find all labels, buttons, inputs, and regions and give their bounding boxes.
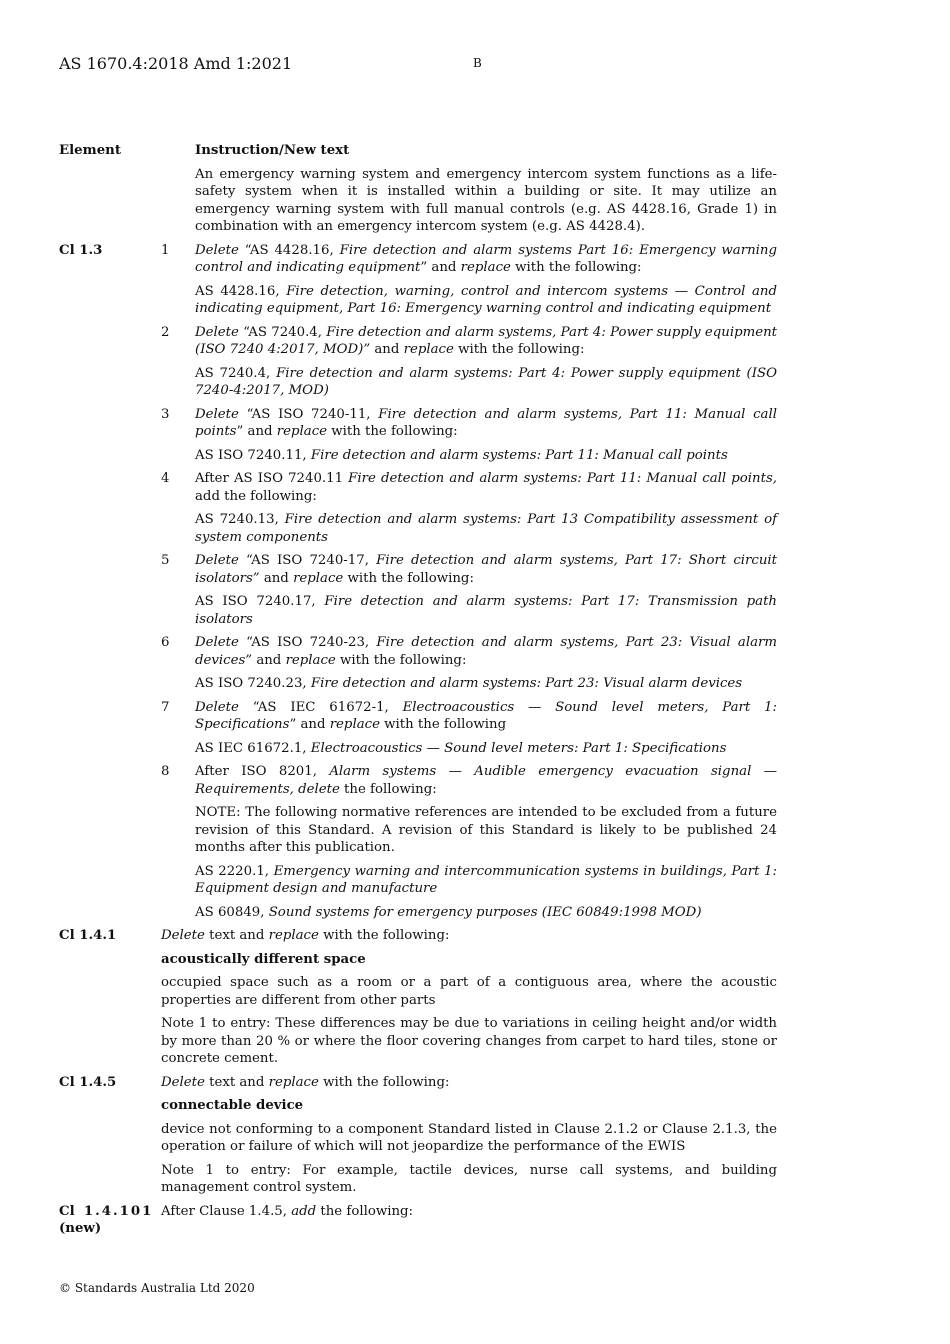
instruction: Delete “AS IEC 61672-1, Electroacoustics — Sound level meters, Part 1: Specifications” and replace with the following bbox=[195, 699, 777, 732]
clause-label bbox=[59, 699, 161, 758]
clause-label bbox=[59, 324, 161, 400]
clause-label: Cl 1.4.1 bbox=[59, 928, 117, 943]
column-header-element: Element bbox=[59, 143, 121, 158]
defined-term: acoustically different space bbox=[161, 951, 366, 967]
definition: device not conforming to a component Standard listed in Clause 2.1.2 or Clause 2.1.3, the operation or failure of which will not jeopardize the performance of the EWIS bbox=[161, 1121, 777, 1154]
clause-label bbox=[59, 470, 161, 546]
item-number: 7 bbox=[161, 699, 170, 715]
instruction: Delete “AS ISO 7240-11, Fire detection and alarm systems, Part 11: Manual call points” and replace with the following: bbox=[195, 406, 777, 439]
item-number: 2 bbox=[161, 324, 170, 340]
table-header-row bbox=[59, 142, 777, 160]
clause-label bbox=[59, 406, 161, 465]
intro-row bbox=[59, 166, 777, 236]
page-letter: B bbox=[473, 56, 482, 70]
intro-text: An emergency warning system and emergency intercom system functions as a life-safety system when it is installed within a building or site. It may utilize an emergency warning system with full manual controls (e.g. AS 4428.16, Grade 1) in combination with an emergency intercom system (e.g. AS 4428.4). bbox=[195, 166, 777, 234]
item-number: 5 bbox=[161, 553, 170, 568]
defined-term: connectable device bbox=[161, 1098, 304, 1113]
item-number: 8 bbox=[161, 764, 170, 779]
instruction: Delete “AS ISO 7240-23, Fire detection and alarm systems, Part 23: Visual alarm devices” and replace with the following: bbox=[195, 635, 777, 668]
reference: AS 7240.13, Fire detection and alarm systems: Part 13 Compatibility assessment of system components bbox=[195, 512, 777, 545]
clause-label: Cl 1.4.5 bbox=[59, 1074, 117, 1090]
instruction: After ISO 8201, Alarm systems — Audible emergency evacuation signal — Requirements, delete the following: bbox=[195, 764, 777, 797]
clause-label: Cl 1.4.101 (new) bbox=[59, 1203, 154, 1236]
clause-row bbox=[59, 1203, 777, 1238]
reference: AS 2220.1, Emergency warning and intercommunication systems in buildings, Part 1: Equipment design and manufacture bbox=[195, 863, 777, 896]
instruction: Delete “AS 4428.16, Fire detection and alarm systems Part 16: Emergency warning control and indicating equipment” and replace with the following: bbox=[195, 242, 777, 275]
reference: AS 7240.4, Fire detection and alarm systems: Part 4: Power supply equipment (ISO 7240-4:2017, MOD) bbox=[195, 365, 778, 398]
instruction: Delete “AS ISO 7240-17, Fire detection and alarm systems, Part 17: Short circuit isolators” and replace with the following: bbox=[195, 553, 778, 586]
list-item bbox=[59, 763, 777, 921]
item-number: 1 bbox=[161, 242, 170, 258]
reference: AS IEC 61672.1, Electroacoustics — Sound level meters: Part 1: Specifications bbox=[195, 740, 727, 756]
instruction: Delete text and replace with the following: bbox=[161, 1074, 450, 1090]
copyright-footer: © Standards Australia Ltd 2020 bbox=[59, 1281, 255, 1295]
clause-label: Cl 1.3 bbox=[59, 242, 103, 258]
clause-row bbox=[59, 927, 777, 1068]
definition: occupied space such as a room or a part of a contiguous area, where the acoustic properties are different from other parts bbox=[161, 975, 777, 1008]
list-item bbox=[59, 242, 777, 318]
reference: AS 4428.16, Fire detection, warning, control and intercom systems — Control and indicating equipment, Part 16: Emergency warning control and indicating equipment bbox=[195, 283, 777, 316]
instruction: After AS ISO 7240.11 Fire detection and alarm systems: Part 11: Manual call points, add the following: bbox=[195, 471, 777, 504]
column-header-instruction: Instruction/New text bbox=[195, 143, 350, 158]
reference: AS ISO 7240.11, Fire detection and alarm systems: Part 11: Manual call points bbox=[195, 447, 728, 463]
item-number: 4 bbox=[161, 471, 170, 486]
note: NOTE: The following normative references are intended to be excluded from a future revision of this Standard. A revision of this Standard is likely to be published 24 months after this publication. bbox=[195, 805, 777, 855]
reference: AS ISO 7240.23, Fire detection and alarm systems: Part 23: Visual alarm devices bbox=[195, 676, 743, 691]
instruction: Delete text and replace with the following: bbox=[161, 928, 450, 943]
list-item bbox=[59, 552, 777, 628]
item-number: 3 bbox=[161, 406, 170, 422]
note: Note 1 to entry: These differences may be due to variations in ceiling height and/or width by more than 20 % or where the floor covering changes from carpet to hard tiles, stone or concrete cement. bbox=[161, 1016, 777, 1066]
list-item bbox=[59, 406, 777, 465]
list-item bbox=[59, 699, 777, 758]
amendment-table bbox=[59, 142, 777, 1244]
clause-label bbox=[59, 552, 161, 628]
clause-label bbox=[59, 634, 161, 693]
clause-label bbox=[59, 763, 161, 921]
list-item bbox=[59, 324, 777, 400]
list-item bbox=[59, 634, 777, 693]
standard-id: AS 1670.4:2018 Amd 1:2021 bbox=[59, 54, 293, 73]
reference: AS ISO 7240.17, Fire detection and alarm systems: Part 17: Transmission path isolators bbox=[195, 594, 777, 627]
instruction: Delete “AS 7240.4, Fire detection and alarm systems, Part 4: Power supply equipment (ISO 7240 4:2017, MOD)” and replace with the following: bbox=[195, 324, 777, 357]
item-number: 6 bbox=[161, 635, 170, 650]
clause-row bbox=[59, 1074, 777, 1197]
instruction: After Clause 1.4.5, add the following: bbox=[161, 1203, 414, 1219]
list-item bbox=[59, 470, 777, 546]
note: Note 1 to entry: For example, tactile devices, nurse call systems, and building management control system. bbox=[161, 1162, 777, 1195]
reference: AS 60849, Sound systems for emergency purposes (IEC 60849:1998 MOD) bbox=[195, 904, 702, 920]
